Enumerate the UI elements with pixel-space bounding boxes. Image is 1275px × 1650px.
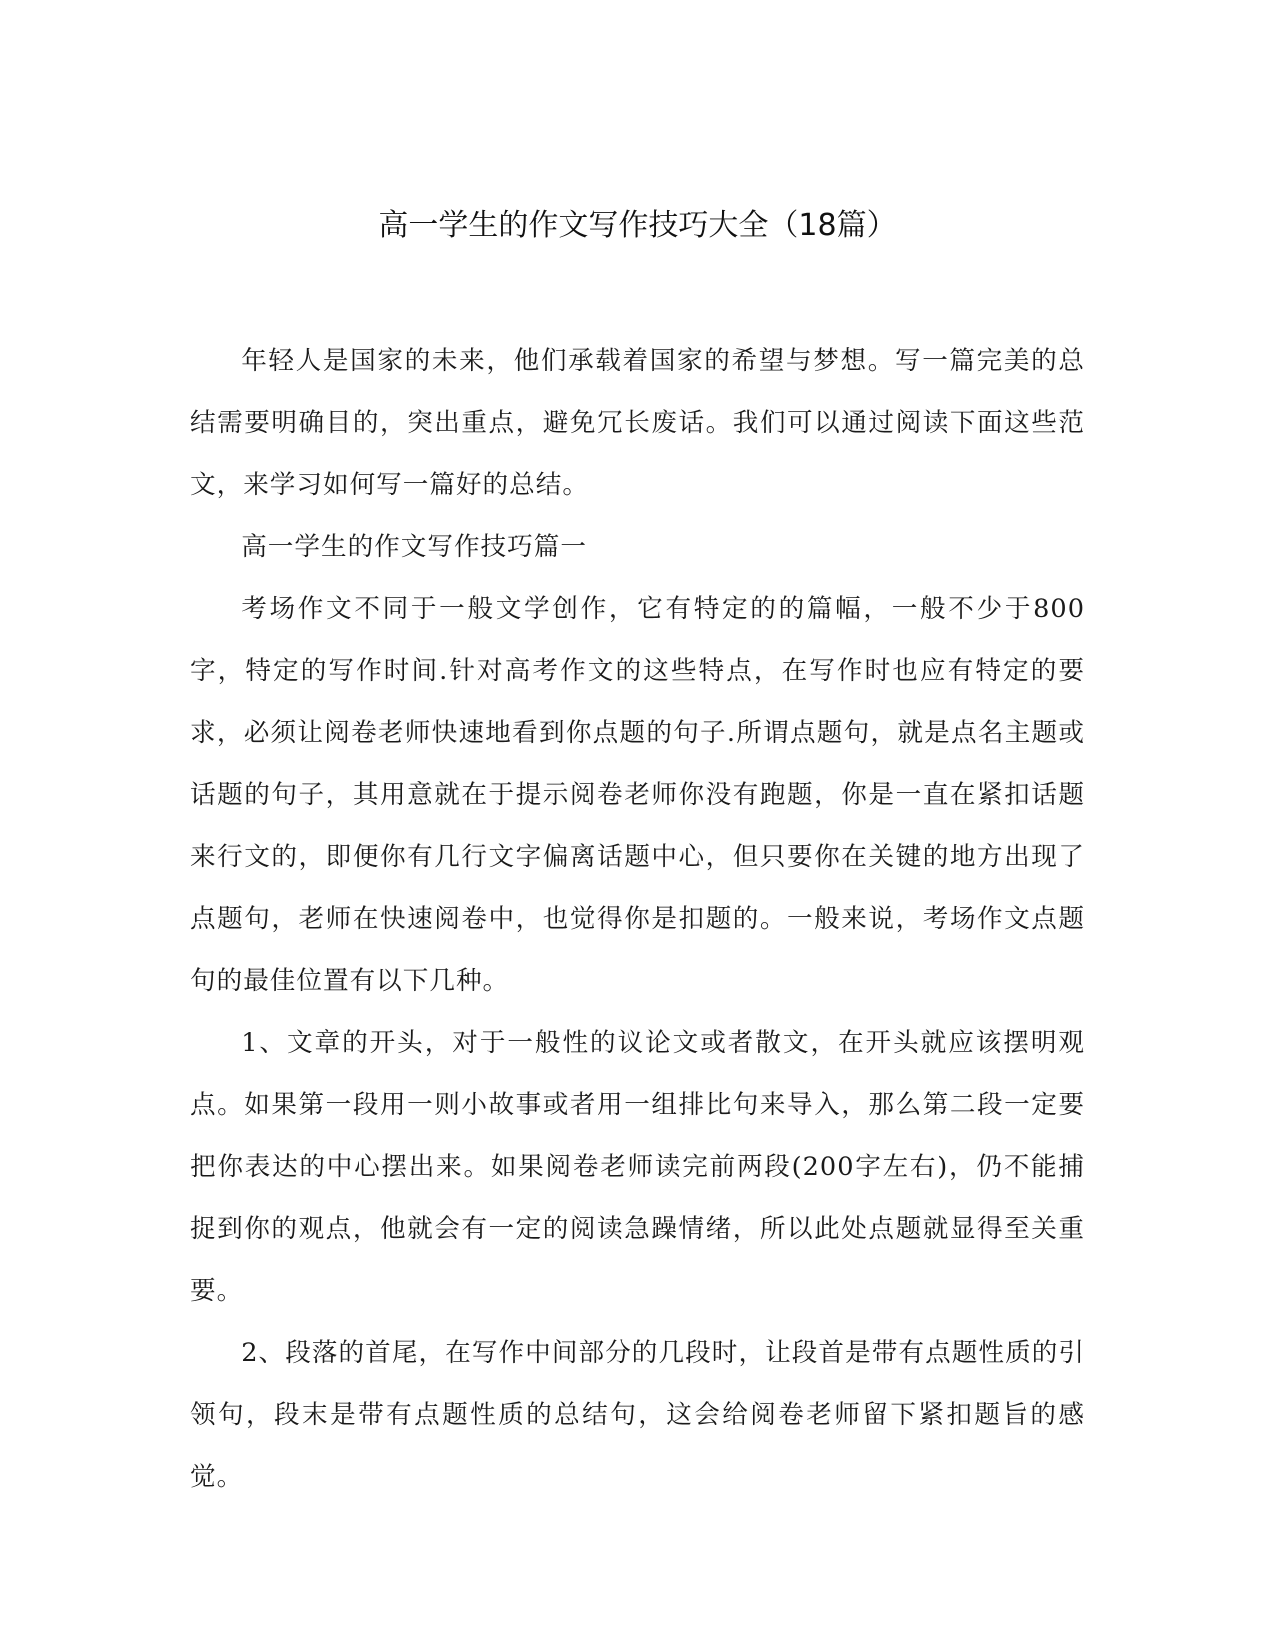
body-paragraph: 考场作文不同于一般文学创作，它有特定的的篇幅，一般不少于800字，特定的写作时间.针对高考作文的这些特点，在写作时也应有特定的要求，必须让阅卷老师快速地看到你点题的句子.所谓点题句，就是点名主题或话题的句子，其用意就在于提示阅卷老师你没有跑题，你是一直在紧扣话题来行文的，即便你有几行文字偏离话题中心，但只要你在关键的地方出现了点题句，老师在快速阅卷中，也觉得你是扣题的。一般来说，考场作文点题句的最佳位置有以下几种。 [190,594,1085,996]
document-body [190,330,1085,1508]
point-2-paragraph: 2、段落的首尾，在写作中间部分的几段时，让段首是带有点题性质的引领句，段末是带有点题性质的总结句，这会给阅卷老师留下紧扣题旨的感觉。 [190,1338,1085,1492]
section-heading: 高一学生的作文写作技巧篇一 [241,532,587,562]
point-1-paragraph: 1、文章的开头，对于一般性的议论文或者散文，在开头就应该摆明观点。如果第一段用一则小故事或者用一组排比句来导入，那么第二段一定要把你表达的中心摆出来。如果阅卷老师读完前两段(200字左右)，仍不能捕捉到你的观点，他就会有一定的阅读急躁情绪，所以此处点题就显得至关重要。 [190,1028,1085,1306]
document-title: 高一学生的作文写作技巧大全（18篇） [378,208,897,243]
intro-paragraph: 年轻人是国家的未来，他们承载着国家的希望与梦想。写一篇完美的总结需要明确目的，突出重点，避免冗长废话。我们可以通过阅读下面这些范文，来学习如何写一篇好的总结。 [190,346,1085,500]
